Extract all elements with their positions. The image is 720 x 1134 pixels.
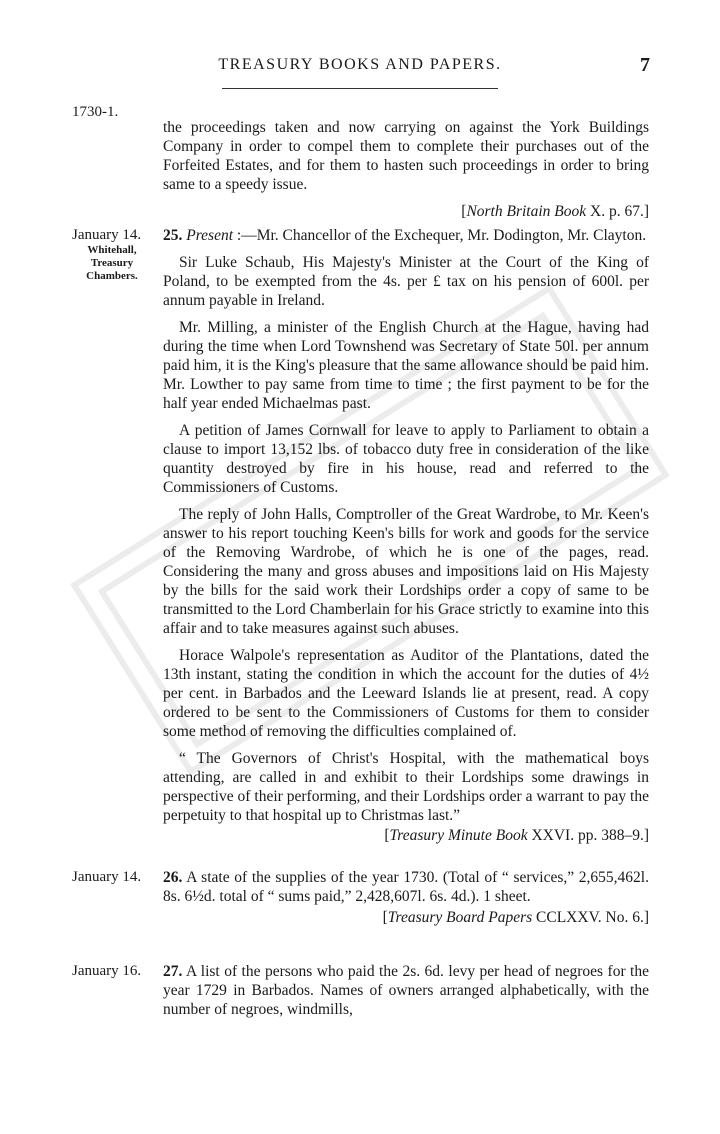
margin-date: January 14. <box>72 869 142 885</box>
paragraph: A petition of James Cornwall for leave to apply to Parliament to obtain a clause to import 13,152 lbs. of tobacco duty free in consideration of the like quantity destroyed by fire in his house, read and referred to the Commissioners of Customs. <box>163 422 649 496</box>
paragraph: The reply of John Halls, Comptroller of the Great Wardrobe, to Mr. Keen's answer to his report touching Keen's bills for work and goods for the service of the Removing Wardrobe, of which he is one of the pages, read. Considering the many and gross abuses and impositions laid on His Majesty by the bills for the said work their Lordships order a copy of same to be transmitted to the Lord Chamberlain for his Grace strictly to examine into this affair and to take measures against such abuses. <box>163 506 649 637</box>
paragraph: A list of the persons who paid the 2s. 6d. levy per head of negroes for the year 1729 in Barbados. Names of owners arranged alphabetically, with the number of negroes, windmills, <box>163 963 649 1018</box>
source-reference: [Treasury Board Papers CCLXXV. No. 6.] <box>382 909 649 926</box>
paragraph: Sir Luke Schaub, His Majesty's Minister at the Court of the King of Poland, to be exempted from the 4s. per £ tax on his pension of 600l. per annum payable in Ireland. <box>163 254 649 309</box>
source-reference: [North Britain Book X. p. 67.] <box>461 203 649 220</box>
margin-place: Treasury <box>90 257 134 269</box>
running-head: TREASURY BOOKS AND PAPERS. <box>218 56 502 73</box>
entry-continuation <box>163 118 649 221</box>
entry-27 <box>163 962 649 1027</box>
entry-number: 26. <box>163 869 183 886</box>
reference-detail: CCLXXV. No. 6.] <box>532 909 649 926</box>
paragraph: A state of the supplies of the year 1730. (Total of “ services,” 2,655,462l. 8s. 6½d. total of “ sums paid,” 2,428,607l. 6s. 4d.). 1 sheet. <box>163 869 649 905</box>
reference-detail: XXVI. pp. 388–9.] <box>527 827 649 844</box>
margin-place: Chambers. <box>86 270 138 282</box>
reference-source: North Britain Book <box>466 203 587 220</box>
entry-heading <box>163 226 649 245</box>
margin-date: January 16. <box>72 963 142 979</box>
paragraph: Mr. Milling, a minister of the English Church at the Hague, having had during the time when Lord Townshend was Secretary of State 50l. per annum paid him, it is the King's pleasure that the same allowance should be paid him. Mr. Lowther to pay same from time to time ; the first payment to be for the half year ended Michaelmas past. <box>163 319 649 412</box>
margin-place: Whitehall, <box>87 244 137 256</box>
paragraph: the proceedings taken and now carrying on against the York Buildings Company in order to compel them to complete their purchases out of the Forfeited Estates, and for them to hasten such proceedings in order to bring same to a speedy issue. <box>163 119 649 193</box>
source-reference: [Treasury Minute Book XXVI. pp. 388–9.] <box>384 827 649 844</box>
present-label: Present <box>186 227 234 244</box>
reference-source: Treasury Board Papers <box>387 909 533 926</box>
page-number: 7 <box>640 54 650 76</box>
reference-detail: X. p. 67.] <box>586 203 649 220</box>
entry-number: 27. <box>163 963 183 980</box>
margin-date-text: January 14. <box>72 227 142 243</box>
margin-date <box>72 226 158 283</box>
margin-date: 1730-1. <box>72 104 119 120</box>
paragraph: Horace Walpole's representation as Auditor of the Plantations, dated the 13th instant, stating the condition in which the account for the duties of 4½ per cent. in Barbados and the Leeward Islands lie at present, read. A copy ordered to be sent to the Commissioners of Customs for them to consider some method of removing the difficulties complained of. <box>163 647 649 740</box>
reference-source: Treasury Minute Book <box>389 827 528 844</box>
entry-number: 25. <box>163 227 183 244</box>
entry-26 <box>163 868 649 927</box>
present-text: :—Mr. Chancellor of the Exchequer, Mr. Dodington, Mr. Clayton. <box>233 227 647 244</box>
header-rule <box>222 88 498 89</box>
paragraph: “ The Governors of Christ's Hospital, with the mathematical boys attending, are called in and exhibit to their Lordships some drawings in perspective of their performing, and their Lordships order a warrant to pay the perpetuity to that hospital up to Christmas last.” <box>163 750 649 824</box>
entry-25 <box>163 226 649 845</box>
entry-body <box>163 962 649 1019</box>
entry-body <box>163 868 649 906</box>
